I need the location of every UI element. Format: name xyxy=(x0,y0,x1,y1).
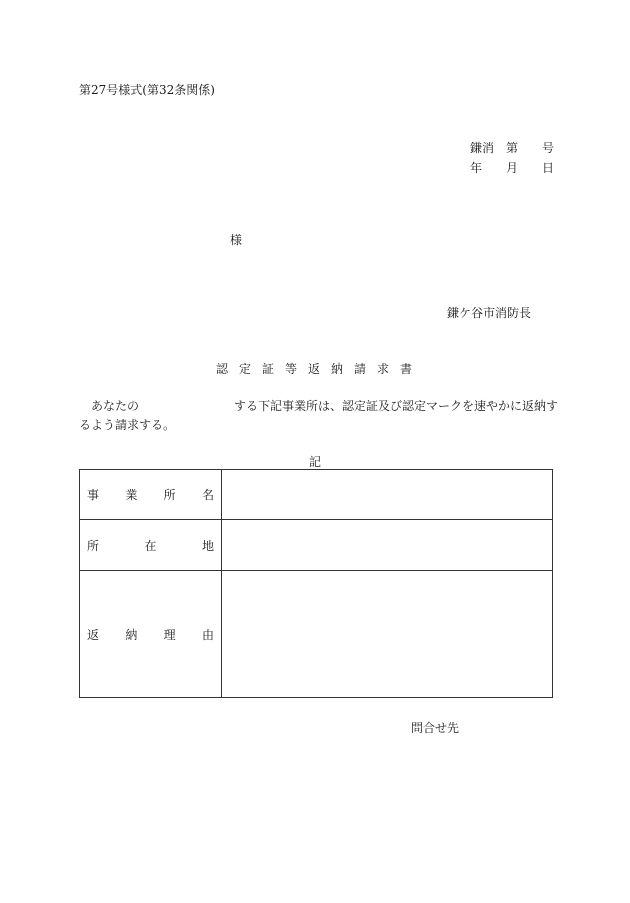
address-value xyxy=(222,520,553,571)
reference-go: 号 xyxy=(542,140,555,155)
body-line1: する下記事業所は、認定証及び認定マークを速やかに返納す xyxy=(234,399,559,413)
notation-ki: 記 xyxy=(309,455,322,469)
label-char: 所 xyxy=(163,488,176,502)
table-row xyxy=(80,571,553,698)
address-label xyxy=(80,520,222,571)
label-char: 理 xyxy=(163,627,176,642)
body-text xyxy=(79,397,559,435)
label-char: 在 xyxy=(144,538,157,553)
label-char: 事 xyxy=(87,488,100,502)
label-char: 業 xyxy=(125,488,138,502)
reference-block xyxy=(470,137,555,177)
date-month: 月 xyxy=(506,160,519,175)
form-number: 第27号様式(第32条関係) xyxy=(79,83,215,97)
label-char: 由 xyxy=(201,627,214,642)
sender-name: 鎌ケ谷市消防長 xyxy=(447,306,532,320)
reference-prefix: 鎌消 xyxy=(470,140,495,155)
reference-dai: 第 xyxy=(506,140,519,155)
detail-table xyxy=(79,469,553,698)
body-line2: るよう請求する。 xyxy=(79,418,176,432)
recipient-honorific: 様 xyxy=(230,233,243,247)
table-row xyxy=(80,470,553,520)
office-name-label xyxy=(80,470,222,520)
body-lead: あなたの xyxy=(91,399,140,413)
document-title: 認定証等返納請求書 xyxy=(216,362,424,376)
label-char: 所 xyxy=(87,538,100,553)
table-row xyxy=(80,520,553,571)
label-char: 返 xyxy=(87,627,100,642)
date-day: 日 xyxy=(542,160,555,175)
contact-label: 問合せ先 xyxy=(411,721,460,735)
label-char: 名 xyxy=(201,488,214,502)
office-name-value xyxy=(222,470,553,520)
date-year: 年 xyxy=(470,160,483,175)
reference-date-row xyxy=(470,157,555,177)
reference-number-row xyxy=(470,137,555,157)
return-reason-value xyxy=(222,571,553,698)
return-reason-label xyxy=(80,571,222,698)
label-char: 納 xyxy=(125,627,138,642)
label-char: 地 xyxy=(201,538,214,553)
